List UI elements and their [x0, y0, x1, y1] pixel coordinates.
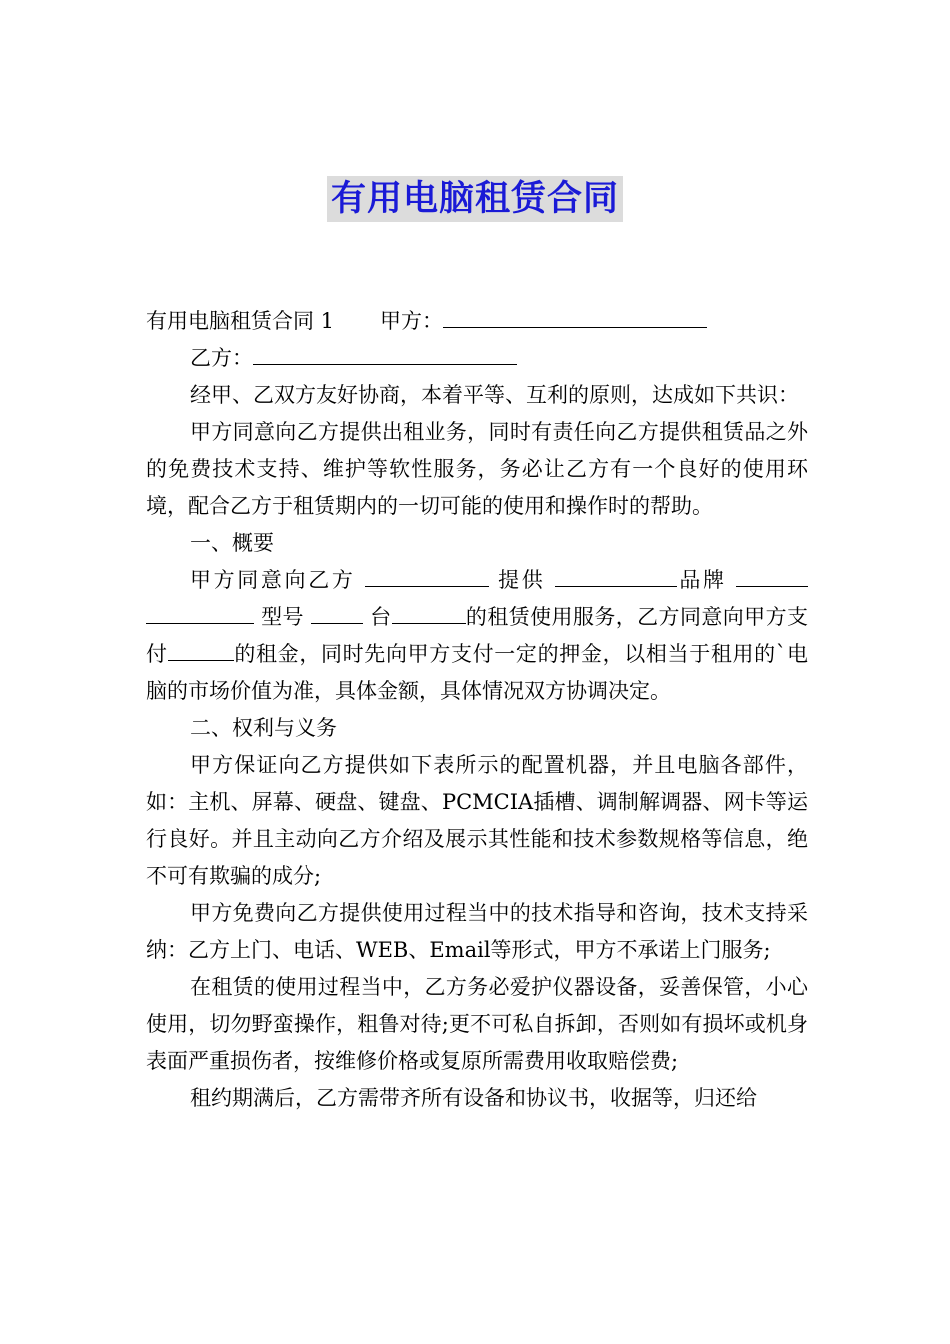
document-body [146, 303, 808, 1117]
consensus-paragraph: 经甲、乙双方友好协商，本着平等、互利的原则，达成如下共识： [190, 383, 799, 407]
care-paragraph: 在租赁的使用过程当中，乙方务必爱护仪器设备，妥善保管，小心使用，切勿野蛮操作，粗鲁对待;更不可私自拆卸，否则如有损坏或机身表面严重损伤者，按维修价格或复原所需费用收取赔偿费; [146, 975, 808, 1073]
party-a-label: 甲方： [380, 309, 444, 333]
service-paragraph: 甲方同意向乙方提供出租业务，同时有责任向乙方提供租赁品之外的免费技术支持、维护等软性服务，务必让乙方有一个良好的使用环境，配合乙方于租赁期内的一切可能的使用和操作时的帮助。 [146, 420, 808, 518]
quantity-blank [392, 599, 466, 624]
party-a-line [146, 303, 808, 340]
summary-text-2: 提供 [498, 568, 546, 592]
summary-text-4: 型号 [261, 605, 304, 629]
document-title: 有用电脑租赁合同 [327, 176, 623, 222]
support-paragraph: 甲方免费向乙方提供使用过程当中的技术指导和咨询，技术支持采纳：乙方上门、电话、WEB、Email等形式，甲方不承诺上门服务; [146, 901, 808, 962]
party-b-blank [253, 340, 517, 365]
summary-paragraph [146, 562, 808, 710]
lessee-blank [365, 562, 489, 587]
brand-blank [736, 562, 808, 587]
summary-text-7: 的租金，同时先向甲方支付一定的押金，以相当于租用的`电脑的市场价值为准，具体金额，具体情况双方协调决定。 [146, 642, 809, 703]
rent-blank [168, 636, 234, 661]
contract-number-text: 有用电脑租赁合同 1 [146, 309, 335, 333]
return-paragraph: 租约期满后，乙方需带齐所有设备和协议书，收据等，归还给 [190, 1086, 757, 1110]
summary-text-6: 的租赁使用服务，乙方同意向甲方支付 [146, 605, 808, 666]
config-paragraph: 甲方保证向乙方提供如下表所示的配置机器，并且电脑各部件，如：主机、屏幕、硬盘、键盘、PCMCIA插槽、调制解调器、网卡等运行良好。并且主动向乙方介绍及展示其性能和技术参数规格等信息，绝不可有欺骗的成分; [146, 753, 808, 888]
party-b-line [146, 340, 808, 377]
model-blank [311, 599, 363, 624]
section-1-heading: 一、概要 [190, 531, 274, 555]
brand-blank-cont [146, 599, 254, 624]
summary-text-3: 品牌 [676, 568, 727, 592]
section-2-heading: 二、权利与义务 [190, 716, 337, 740]
party-b-label: 乙方： [190, 346, 253, 370]
title-container [0, 176, 950, 222]
product-blank [555, 562, 677, 587]
party-a-blank [443, 303, 707, 328]
summary-text-1: 甲方同意向乙方 [190, 568, 356, 592]
summary-text-5: 台 [370, 605, 392, 629]
